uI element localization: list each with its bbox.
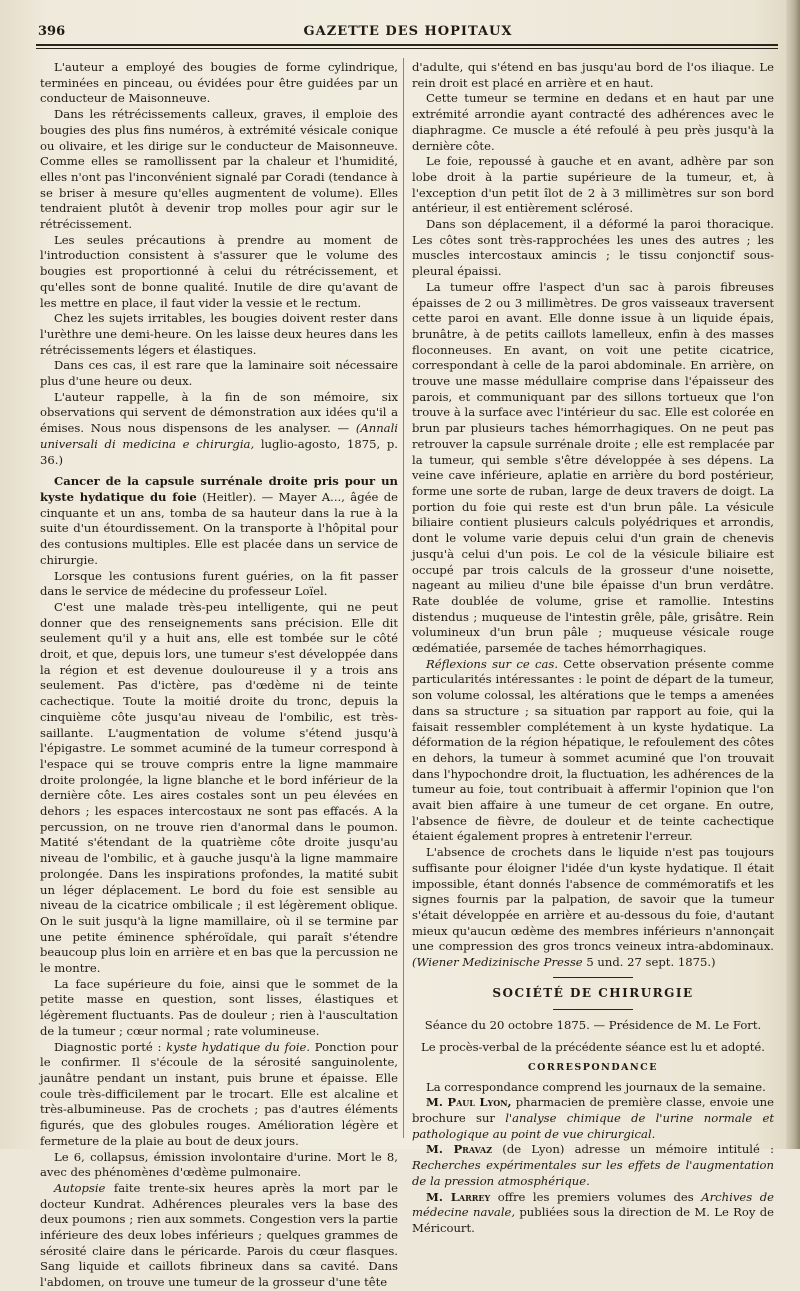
paragraph: La correspondance comprend les journaux de la semaine. xyxy=(426,1079,766,1094)
paragraph-text: (de Lyon) adresse un mémoire intitulé : xyxy=(492,1142,774,1157)
paragraph xyxy=(412,845,774,971)
correspondence-item xyxy=(412,1095,774,1142)
paragraph: C'est une malade très-peu intelligente, qui ne peut donner que des renseignements sans précision. Elle dit seulement qu'il y a huit ans, elle est tombée sur le côté droit, et que, depuis lors, une tumeur s'est développée dans la région et est devenue douloureuse il y a trois ans seulement. Pas d'ictère, pas d'œdème ni de teinte cachectique. Toute la moitié droite du tronc, depuis la cinquième côte jusqu'au niveau de l'ombilic, est très-saillante. L'augmentation de volume s'étend jusqu'à l'épigastre. Le sommet acuminé de la tumeur correspond à l'espace qui se trouve compris entre la ligne mammaire droite prolongée, la ligne blanche et le bord inférieur de la dernière côte. Les aires costales sont un peu élevées en dehors ; les espaces intercostaux ne sont pas effacés. A la percussion, on ne trouve rien d'anormal dans le poumon. Matité s'étendant de la quatrième côte droite jusqu'au niveau de l'ombilic, et à gauche jusqu'à la ligne mammaire prolongée. Dans les inspirations profondes, la matité subit un léger déplacement. Le bord du foie est sensible au niveau de la cicatrice ombilicale ; il est légèrement oblique. On le suit jusqu'à la ligne mamillaire, où il se termine par une petite éminence sphéroïdale, qui paraît s'étendre beaucoup plus loin en arrière et en bas que la percussion ne le montre. xyxy=(40,599,398,976)
case-paragraph xyxy=(40,474,398,568)
paragraph: L'auteur a employé des bougies de forme cylindrique, terminées en pinceau, ou évidées pour être guidées par un conducteur de Maisonneuve. xyxy=(40,60,398,106)
session-line: Séance du 20 octobre 1875. — Présidence de M. Le Fort. xyxy=(424,1018,762,1033)
paragraph: d'adulte, qui s'étend en bas jusqu'au bord de l'os iliaque. Le rein droit est placé en arrière et en haut. xyxy=(412,60,774,90)
paragraph xyxy=(40,390,398,469)
case-text: (Heitler). — Mayer A..., âgée de cinquante et un ans, tomba de sa hauteur dans la rue à la suite d'un étourdissement. On la transporte à l'hôpital pour des contusions multiples. Elle est placée dans un service de chirurgie. xyxy=(40,489,398,567)
page-header xyxy=(38,24,778,46)
paragraph: La face supérieure du foie, ainsi que le sommet de la petite masse en question, sont lisses, élastiques et légèrement fluctuants. Pas de douleur ; rien à l'auscultation de la tumeur ; cœur normal ; rate volumineuse. xyxy=(40,976,398,1038)
correspondent-name: M. Pravaz xyxy=(426,1142,493,1157)
paragraph: Le 6, collapsus, émission involontaire d'urine. Mort le 8, avec des phénomènes d'œdème pulmonaire. xyxy=(40,1149,398,1180)
minutes-line: Le procès-verbal de la précédente séance est lu et adopté. xyxy=(421,1040,765,1055)
section-rule xyxy=(553,977,633,978)
paragraph xyxy=(40,1040,398,1150)
correspondent-name: M. Paul Lyon, xyxy=(426,1095,512,1110)
header-rule-thick xyxy=(36,44,778,46)
paragraph-text: Diagnostic porté : xyxy=(54,1039,167,1054)
paragraph: La tumeur offre l'aspect d'un sac à parois fibreuses épaisses de 2 ou 3 millimètres. De gros vaisseaux traversent cette paroi en avant. Elle donne issue à un liquide épais, brunâtre, à de petits caillots lamelleux, enfin à des masses floconneuses. En avant, on voit une petite cicatrice, correspondant à celle de la paroi abdominale. En arrière, on trouve une masse médullaire comprise dans l'épaisseur des parois, et communiquant par des sillons tortueux que l'on trouve à la surface avec l'intérieur du sac. Elle est colorée en brun par plusieurs taches hémorrhagiques. On ne peut pas retrouver la capsule surrénale droite ; elle est remplacée par la tumeur, qui semble s'être développée à ses dépens. La veine cave inférieure, aplatie en arrière du bord postérieur, forme une sorte de ruban, large de deux travers de doigt. La portion du foie qui reste est d'un brun pâle. La vésicule biliaire contient plusieurs calculs polyédriques et arrondis, dont le volume varie depuis celui d'un grain de chenevis jusqu'à celui d'un pois. Le col de la vésicule biliaire est occupé par trois calculs de la grosseur d'une noisette, nageant au milieu d'une bile épaisse d'un brun verdâtre. Rate doublée de volume, grise et ramollie. Intestins distendus ; muqueuse de l'intestin grêle, pâle, grisâtre. Rein volumineux d'un brun pâle ; muqueuse vésicale rouge œdématiée, parsemée de taches hémorrhagiques. xyxy=(412,279,774,656)
society-title: SOCIÉTÉ DE CHIRURGIE xyxy=(492,985,694,1000)
paragraph-text: faite trente-six heures après la mort par le docteur Kundrat. Adhérences pleurales vers la base des deux poumons ; rien aux sommets. Congestion vers la partie inférieure des deux lobes inférieurs ; quelques grammes de sérosité claire dans le péricarde. Parois du cœur flasques. Sang liquide et caillots fibrineux dans sa cavité. Dans l'abdomen, on trouve une tumeur de la grosseur d'une tête xyxy=(40,1180,398,1290)
paragraph-text: L'absence de crochets dans le liquide n'est pas toujours suffisante pour éloigner l'idée d'un kyste hydatique. Il était impossible, étant donnés l'absence de commémoratifs et les signes fournis par la palpation, de savoir que la tumeur s'était développée en arrière et au-dessous du foie, d'autant mieux qu'aucun œdème des membres inférieurs n'annonçait une compression des gros troncs veineux intra-abdominaux. xyxy=(412,845,774,954)
source-citation: (Wiener Medizinische Presse xyxy=(412,955,583,970)
paragraph: Chez les sujets irritables, les bougies doivent rester dans l'urèthre une demi-heure. On les laisse deux heures dans les rétrécissements légers et élastiques. xyxy=(40,311,398,357)
work-title: Archives de médecine navale, xyxy=(412,1189,774,1220)
correspondence-item xyxy=(412,1142,774,1189)
paragraph: Dans son déplacement, il a déformé la paroi thoracique. Les côtes sont très-rapprochées les unes des autres ; les muscles intercostaux amincis ; le tissu conjonctif sous-pleural épaissi. xyxy=(412,217,774,279)
paragraph-text: pharmacien de première classe, envoie une brochure sur xyxy=(412,1095,775,1125)
case-title: Cancer de la capsule surrénale droite pris pour un kyste hydatique du foie xyxy=(40,474,398,504)
paragraph xyxy=(40,1181,398,1291)
autopsy-label: Autopsie xyxy=(54,1180,106,1195)
correspondence-title: CORRESPONDANCE xyxy=(528,1061,658,1073)
diagnosis: kyste hydatique du foie. xyxy=(166,1039,311,1054)
paragraph-text: Cette observation présente comme particularités intéressantes : le point de départ de la tumeur, son volume colossal, les altérations que le temps a amenées dans sa structure ; sa situation par rapport au foie, qui la faisait ressembler complétement à un kyste hydatique. La déformation de la région hépatique, le refoulement des côtes en dehors, la tumeur à sommet acuminé que l'on trouvait dans l'hypochondre droit, la fluctuation, les adhérences de la tumeur au foie, tout contribuait à affermir l'opinion que l'on avait bien affaire à une tumeur de cet organe. En outre, l'absence de fièvre, de douleur et de teinte cachectique étaient également propres à entretenir l'erreur. xyxy=(412,656,774,844)
paragraph: Dans les rétrécissements calleux, graves, il emploie des bougies des plus fins numéros, à extrémité vésicale conique ou olivaire, et les dirige sur le conducteur de Maisonneuve. Comme elles se ramollissent par la chaleur et l'humidité, elles n'ont pas l'inconvénient signalé par Coradi (tendance à se briser à mesure qu'elles augmentent de volume). Elles tendraient plutôt à devenir trop molles pour agir sur le rétrécissement. xyxy=(40,107,398,232)
paragraph: Les seules précautions à prendre au moment de l'introduction consistent à s'assurer que le volume des bougies est proportionné à celui du rétrécissement, et qu'elles sont de bonne qualité. Inutile de dire qu'avant de les mettre en place, il faut vider la vessie et le rectum. xyxy=(40,232,398,310)
paragraph: Lorsque les contusions furent guéries, on la fit passer dans le service de médecine du professeur Loïel. xyxy=(40,568,398,599)
left-column xyxy=(40,60,398,1291)
paragraph: Dans ces cas, il est rare que la laminaire soit nécessaire plus d'une heure ou deux. xyxy=(40,358,398,389)
running-head: GAZETTE DES HOPITAUX xyxy=(303,24,513,39)
page-number: 396 xyxy=(38,24,66,39)
paragraph-text: L'auteur rappelle, à la fin de son mémoire, six observations qui servent de démonstration aux idées qu'il a émises. Nous nous dispensons de les analyser. — xyxy=(40,389,398,436)
paragraph: Cette tumeur se termine en dedans et en haut par une extrémité arrondie ayant contracté des adhérences avec le diaphragme. Ce muscle a été refoulé à peu près jusqu'à la dernière côte. xyxy=(412,91,774,153)
paragraph-text: offre les premiers volumes des xyxy=(490,1189,702,1204)
right-column xyxy=(412,60,774,1237)
paragraph xyxy=(412,657,774,845)
paragraph: Le foie, repoussé à gauche et en avant, adhère par son lobe droit à la partie supérieure de la tumeur, et, à l'exception d'un petit îlot de 2 à 3 millimètres sur son bord antérieur, il est entièrement sclérosé. xyxy=(412,154,774,216)
reflections-label: Réflexions sur ce cas. xyxy=(426,656,558,671)
column-divider xyxy=(403,58,404,1138)
correspondent-name: M. Larrey xyxy=(426,1189,491,1204)
paragraph-text: Ponction pour le confirmer. Il s'écoule de la sérosité sanguinolente, jaunâtre pendant un instant, puis brune et épaisse. Elle coule très-difficilement par le trocart. Elle est alcaline et très-albumineuse. Pas de crochets ; pas d'autres éléments figurés, que des globules rouges. Amélioration légère et fermeture de la plaie au bout de deux jours. xyxy=(40,1039,398,1148)
section-rule xyxy=(553,1009,633,1010)
header-rule-thin xyxy=(36,48,778,49)
citation-date: 5 und. 27 sept. 1875.) xyxy=(582,955,716,970)
source-citation: (Annali universali di medicina e chirurgia, xyxy=(40,421,398,451)
correspondence-item xyxy=(412,1190,774,1237)
citation-date: luglio-agosto, 1875, p. 36.) xyxy=(40,436,398,467)
work-title: l'analyse chimique de l'urine normale et pathologique au point de vue chirurgical. xyxy=(412,1111,774,1141)
paragraph-text: publiées sous la direction de M. Le Roy de Méricourt. xyxy=(412,1205,774,1235)
book-spine-shadow xyxy=(786,0,800,1149)
work-title: Recherches expérimentales sur les effets de l'augmentation de la pression atmosphérique. xyxy=(412,1158,774,1188)
